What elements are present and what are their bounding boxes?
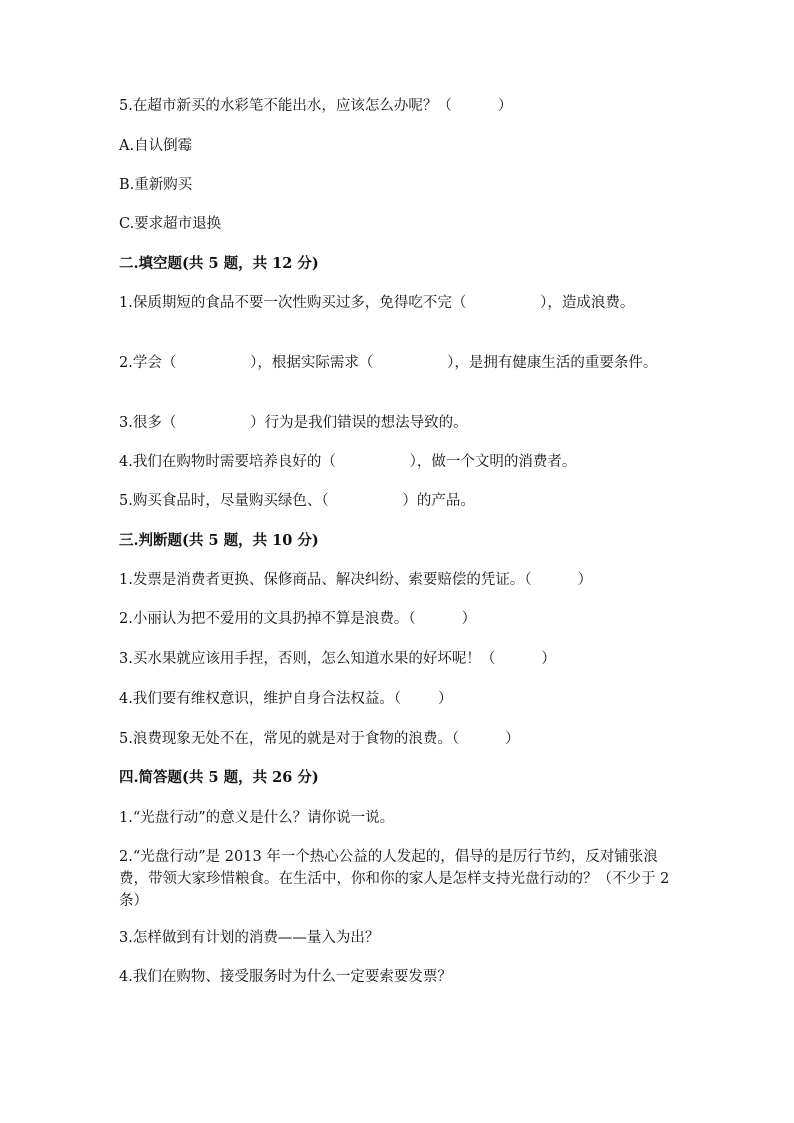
true-false-question-4: 4.我们要有维权意识，维护自身合法权益。（ ） <box>119 691 453 707</box>
fill-blank-question-3: 3.很多（ ）行为是我们错误的想法导致的。 <box>119 415 468 431</box>
section-2-heading: 二.填空题(共 5 题，共 12 分) <box>119 255 319 272</box>
fill-blank-question-4: 4.我们在购物时需要培养良好的（ ），做一个文明的消费者。 <box>119 454 577 470</box>
short-answer-question-3: 3.怎样做到有计划的消费——量入为出？ <box>119 930 380 946</box>
short-answer-question-4: 4.我们在购物、接受服务时为什么一定要索要发票？ <box>119 969 452 985</box>
fill-blank-question-2: 2.学会（ ），根据实际需求（ ），是拥有健康生活的重要条件。 <box>119 355 658 371</box>
section-4-heading: 四.简答题(共 5 题，共 26 分) <box>119 769 319 786</box>
short-answer-question-2: 2.“光盘行动”是 2013 年一个热心公益的人发起的，倡导的是厉行节约，反对铺张浪费，带领大家珍惜粮食。在生活中，你和你的家人是怎样支持光盘行动的？（不少于 2 条） <box>119 849 674 909</box>
option-b: B.重新购买 <box>119 177 193 193</box>
short-answer-question-1: 1.“光盘行动”的意义是什么？请你说一说。 <box>119 810 395 826</box>
fill-blank-question-1: 1.保质期短的食品不要一次性购买过多，免得吃不完（ ），造成浪费。 <box>119 295 635 311</box>
section-3-heading: 三.判断题(共 5 题，共 10 分) <box>119 532 319 549</box>
fill-blank-question-5: 5.购买食品时，尽量购买绿色、（ ）的产品。 <box>119 493 475 509</box>
true-false-question-1: 1.发票是消费者更换、保修商品、解决纠纷、索要赔偿的凭证。（ ） <box>119 572 593 588</box>
true-false-question-2: 2.小丽认为把不爱用的文具扔掉不算是浪费。（ ） <box>119 611 477 627</box>
true-false-question-5: 5.浪费现象无处不在，常见的就是对于食物的浪费。（ ） <box>119 731 520 747</box>
option-a: A.自认倒霉 <box>119 138 193 154</box>
question-5-stem: 5.在超市新买的水彩笔不能出水，应该怎么办呢？（ ） <box>119 98 513 114</box>
option-c: C.要求超市退换 <box>119 216 222 232</box>
true-false-question-3: 3.买水果就应该用手捏，否则，怎么知道水果的好坏呢！（ ） <box>119 651 556 667</box>
